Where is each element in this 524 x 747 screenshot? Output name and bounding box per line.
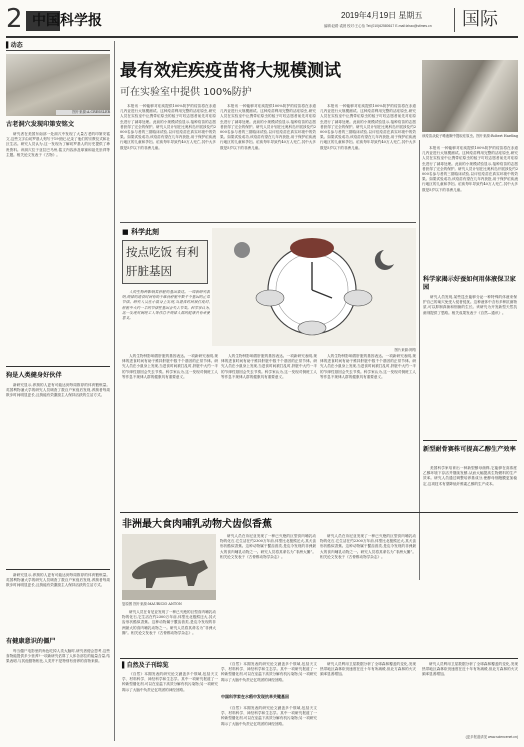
- paper-name: 中国科学报: [32, 13, 102, 29]
- column-rule: [114, 41, 115, 741]
- bottom-tag-label: 自然及子刊综览: [126, 662, 169, 669]
- lead-body-col-2: [220, 104, 316, 214]
- bottom-body-text: 《自然》本期发表的研究论文涵盖多个领域,包括天文学、材料科学、神经科学和生态学。其中一项研究报道了一种新型催化剂,可以在室温下高效分解有机污染物;另一项研究揭示了大脑中负责记忆巩固的神经回路。: [221, 706, 317, 726]
- feature-tag-label: 科学此刻: [131, 228, 160, 236]
- story-title: 新型耐骨赛株可提高乙醇生产效率: [423, 446, 516, 453]
- page-number: 2: [6, 4, 23, 34]
- feature-body-text: 人的生物钟影响着肝脏的基因表达。一项新研究表明,规律的进食时间有助于维持肝脏中数千个基因的正常节律。研究人员在小鼠身上发现,当进食时间被打乱时,肝脏中大约一半的节律性基因会失去节奏。科学家认为,这一发现对倒班工人等作息不规律人群的健康具有重要意义。: [122, 354, 218, 379]
- tag-marker-icon: ▌: [122, 662, 127, 669]
- story-body-text: 新研究显示,养狗的人更有可能达到每周推荐的体育锻炼量。英国利物浦大学的研究人员调查了数百户家庭后发现,养狗者每周散步时间明显更长,且狗能有效激励主人保持活跃的生活方式。: [6, 573, 110, 588]
- plate-icon: [256, 290, 284, 306]
- vaccine-photo: [422, 60, 518, 132]
- lead-body-col-3: [320, 104, 416, 214]
- hyena-body-col-1: [122, 610, 216, 654]
- lead-body-text: 本报讯 一种能够对疟疾提供100%防护的疫苗将在赤道几内亚进行大规模测试。这种疫苗利用完整的活疟原虫,研究人员在实验室中让携带疟原虫的蚊子叮咬志愿者前先对疟原虫进行了减毒处理。此前的小规模试验显示,接种疫苗的志愿者获得了完全的保护。研究人员计划在比奥科岛开展涉及约2000名参与者的三期临床试验,以评估疫苗在真实环境中的效果。如果试验成功,该疫苗有望在几年内获批,用于保护疟疾流行地区的儿童和孕妇。疟疾每年导致约40万人死亡,其中大多数是5岁以下的非洲儿童。: [220, 104, 316, 150]
- bottom-body-col-4: [422, 662, 518, 732]
- story-body: [6, 383, 110, 563]
- story-body: [6, 649, 110, 741]
- feature-body-text: 人的生物钟影响着肝脏的基因表达。一项新研究表明,规律的进食时间有助于维持肝脏中数千个基因的正常节律。研究人员在小鼠身上发现,当进食时间被打乱时,肝脏中大约一半的节律性基因会失去节奏。科学家认为,这一发现对倒班工人等作息不规律人群的健康具有重要意义。: [221, 354, 317, 379]
- editor-line: 编辑:赵路 裘晨 校对:王心怡 Tel:(010)62580617 E-mail:lzhao@stimes.cn: [324, 24, 432, 28]
- story-body-continued: [6, 573, 110, 633]
- feature-intro: [122, 290, 210, 348]
- story-body-text: 每当僵尸电影里的角色吃掉人类大脑时,研究者便会思考,这些食物能提供多少营养?一项新研究估算了人体各部位的能量含量,结果表明,与其他猎物相比,人类并不是特别有营养的食物来源。: [6, 649, 110, 664]
- hyena-body-text: 研究人员在肯尼亚发现了一种已灭绝的巨型食肉哺乳动物的化石,它生活在约2300万年前,体型比北极熊还大,其犬齿形状酷似香蕉。这种动物属于鬣齿兽类,是迄今发现的非洲最大的食肉哺乳动物之一。研究人员将其命名为“非洲大狮”。相关论文发表于《古脊椎动物学杂志》。: [122, 610, 216, 635]
- vaccine-photo-caption: 该疫苗从蚊子唾液腺中提取疟原虫。图片来源:Robert Harding: [422, 134, 518, 138]
- story-title: 古老洞穴发现印第安铭文: [6, 121, 75, 128]
- feature-body-col-3: [320, 354, 416, 508]
- divider: [6, 366, 110, 367]
- divider: [120, 658, 518, 659]
- divider: [120, 512, 518, 513]
- plate-icon: [344, 290, 372, 306]
- feature-body-text: 人的生物钟影响着肝脏的基因表达。一项新研究表明,规律的进食时间有助于维持肝脏中数千个基因的正常节律。研究人员在小鼠身上发现,当进食时间被打乱时,肝脏中大约一半的节律性基因会失去节奏。科学家认为,这一发现对倒班工人等作息不规律人群的健康具有重要意义。: [320, 354, 416, 379]
- story-body-text: 研究者在美国东南部一处洞穴中发现了大量古老的印第安铭文,这些文字由切罗基人刻写于19世纪,记录了他们的宗教仪式和社区生活。研究人员认为,这一发现为了解切罗基人的历史提供了珍贵资料。该洞穴位于亚拉巴马州,铭文内容涉及球赛和祖先崇拜等主题。相关论文发表于《古物》。: [6, 132, 110, 157]
- left-column: [6, 41, 110, 741]
- cave-photo: [6, 54, 110, 116]
- hyena-illustration: [122, 534, 216, 600]
- masthead: [6, 5, 518, 35]
- bottom-body-text: 研究人员利用卫星数据分析了全球森林覆盖的变化,发现热带地区森林砍伐速度在近十年有所减缓,但北方森林的火灾频率显著增加。: [422, 662, 518, 677]
- story-body: [423, 295, 517, 437]
- issue-date: 2019年4月19日 星期五: [341, 11, 423, 20]
- masthead-rule: [6, 36, 518, 38]
- section-divider: [454, 8, 455, 32]
- lead-body-text: 本报讯 一种能够对疟疾提供100%防护的疫苗将在赤道几内亚进行大规模测试。这种疫苗利用完整的活疟原虫,研究人员在实验室中让携带疟原虫的蚊子叮咬志愿者前先对疟原虫进行了减毒处理。此前的小规模试验显示,接种疫苗的志愿者获得了完全的保护。研究人员计划在比奥科岛开展涉及约2000名参与者的三期临床试验,以评估疫苗在真实环境中的效果。如果试验成功,该疫苗有望在几年内获批,用于保护疟疾流行地区的儿童和孕妇。疟疾每年导致约40万人死亡,其中大多数是5岁以下的非洲儿童。: [120, 104, 216, 150]
- liver-icon: [290, 238, 334, 258]
- hyena-body-text: 研究人员在肯尼亚发现了一种已灭绝的巨型食肉哺乳动物的化石,它生活在约2300万年前,体型比北极熊还大,其犬齿形状酷似香蕉。这种动物属于鬣齿兽类,是迄今发现的非洲最大的食肉哺乳动物之一。研究人员将其命名为“非洲大狮”。相关论文发表于《古脊椎动物学杂志》。: [320, 534, 416, 559]
- section-tag-dongtai: [6, 41, 110, 51]
- bottom-body-text: 《自然》本期发表的研究论文涵盖多个领域,包括天文学、材料科学、神经科学和生态学。其中一项研究报道了一种新型催化剂,可以在室温下高效分解有机污染物;另一项研究揭示了大脑中负责记忆巩固的神经回路。: [221, 662, 317, 682]
- right-lead-text: [422, 146, 518, 222]
- story-body: [423, 466, 517, 578]
- tag-marker-icon: ■: [122, 228, 132, 236]
- feature-title: 按点吃饭 有利肝脏基因: [126, 245, 199, 278]
- story-body-text: 美国科学家培育出一种新型酵母菌株,它能够在高浓度乙醇环境下存活并继续发酵,从而大幅提高生物燃料的生产效率。研究人员通过调整培养基成分,使酵母细胞膜更加稳定,这项技术有望降低纤维素乙醇的生产成本。: [423, 466, 517, 486]
- lead-headline: 最有效疟疾疫苗将大规模测试: [120, 61, 341, 81]
- column-rule: [419, 140, 420, 580]
- footer-note: (更多报道请见 www.sciencenet.cn): [465, 735, 518, 739]
- lead-body-text: 本报讯 一种能够对疟疾提供100%防护的疫苗将在赤道几内亚进行大规模测试。这种疫苗利用完整的活疟原虫,研究人员在实验室中让携带疟原虫的蚊子叮咬志愿者前先对疟原虫进行了减毒处理。此前的小规模试验显示,接种疫苗的志愿者获得了完全的保护。研究人员计划在比奥科岛开展涉及约2000名参与者的三期临床试验,以评估疫苗在真实环境中的效果。如果试验成功,该疫苗有望在几年内获批,用于保护疟疾流行地区的儿童和孕妇。疟疾每年导致约40万人死亡,其中大多数是5岁以下的非洲儿童。: [422, 146, 518, 192]
- lead-subhead: 可在实验室中提供 100%防护: [120, 87, 252, 98]
- liver-clock-illustration: [212, 228, 416, 346]
- plate-icon: [298, 321, 326, 335]
- bottom-body-col-3: [320, 662, 416, 742]
- tag-marker-icon: ▌: [6, 42, 11, 49]
- hyena-body-text: 研究人员在肯尼亚发现了一种已灭绝的巨型食肉哺乳动物的化石,它生活在约2300万年前,体型比北极熊还大,其犬齿形状酷似香蕉。这种动物属于鬣齿兽类,是迄今发现的非洲最大的食肉哺乳动物之一。研究人员将其命名为“非洲大狮”。相关论文发表于《古脊椎动物学杂志》。: [220, 534, 316, 559]
- hyena-photo-caption: 复原图 图片来源:MAURICIO ANTON: [122, 602, 182, 606]
- bottom-body-col-2b: [221, 706, 317, 742]
- hyena-body-col-2: [220, 534, 316, 654]
- divider: [423, 440, 517, 441]
- feature-body-col-2: [221, 354, 317, 508]
- feature-tag: [122, 228, 192, 237]
- divider: [6, 569, 110, 570]
- story-title: 狗是人类健身好伙伴: [6, 372, 62, 379]
- story-title: 有健康意识的僵尸: [6, 638, 56, 645]
- hyena-body-col-3: [320, 534, 416, 654]
- bottom-tag: [122, 662, 212, 670]
- feature-photo-caption: 图片来源:网络: [394, 348, 416, 352]
- bottom-mid-title: 中国科学家在水稻中发现抗旱关键基因: [221, 694, 289, 699]
- bottom-body-text: 研究人员利用卫星数据分析了全球森林覆盖的变化,发现热带地区森林砍伐速度在近十年有所减缓,但北方森林的火灾频率显著增加。: [320, 662, 416, 677]
- section-name: 国际: [462, 9, 498, 30]
- hyena-title: 非洲最大食肉哺乳动物犬齿似香蕉: [122, 519, 272, 530]
- bottom-body-text: 《自然》本期发表的研究论文涵盖多个领域,包括天文学、材料科学、神经科学和生态学。其中一项研究报道了一种新型催化剂,可以在室温下高效分解有机污染物;另一项研究揭示了大脑中负责记忆巩固的神经回路。: [122, 672, 218, 692]
- bottom-body-col-2: [221, 662, 317, 692]
- feature-body-text: 人的生物钟影响着肝脏的基因表达。一项新研究表明,规律的进食时间有助于维持肝脏中数千个基因的正常节律。研究人员在小鼠身上发现,当进食时间被打乱时,肝脏中大约一半的节律性基因会失去节奏。科学家认为,这一发现对倒班工人等作息不规律人群的健康具有重要意义。: [122, 290, 210, 321]
- story-body: [6, 132, 110, 362]
- story-body-text: 新研究显示,养狗的人更有可能达到每周推荐的体育锻炼量。英国利物浦大学的研究人员调查了数百户家庭后发现,养狗者每周散步时间明显更长,且狗能有效激励主人保持活跃的生活方式。: [6, 383, 110, 398]
- sun-icon: [234, 242, 250, 258]
- feature-body-col-1: [122, 354, 218, 508]
- photo-caption: 图片来源:A.CRESSLER: [56, 110, 110, 115]
- section-tag-label: 动态: [10, 42, 23, 49]
- story-title: 科学家揭示好蚕如何用体液保卫家园: [423, 276, 516, 291]
- lead-body-text: 本报讯 一种能够对疟疾提供100%防护的疫苗将在赤道几内亚进行大规模测试。这种疫苗利用完整的活疟原虫,研究人员在实验室中让携带疟原虫的蚊子叮咬志愿者前先对疟原虫进行了减毒处理。此前的小规模试验显示,接种疫苗的志愿者获得了完全的保护。研究人员计划在比奥科岛开展涉及约2000名参与者的三期临床试验,以评估疫苗在真实环境中的效果。如果试验成功,该疫苗有望在几年内获批,用于保护疟疾流行地区的儿童和孕妇。疟疾每年导致约40万人死亡,其中大多数是5岁以下的非洲儿童。: [320, 104, 416, 150]
- bottom-body-col-1: [122, 672, 218, 742]
- story-body-text: 研究人员发现,某些昆虫能够分泌一种特殊的体液来保护自己的巢穴免受入侵者侵扰。这种液体中含有多种抗菌物质,可以抑制真菌和细菌的生长。该研究为开发新型天然抗菌剂提供了思路。相关成果发表于《自然—通讯》。: [423, 295, 517, 315]
- lead-body-col-1: [120, 104, 216, 214]
